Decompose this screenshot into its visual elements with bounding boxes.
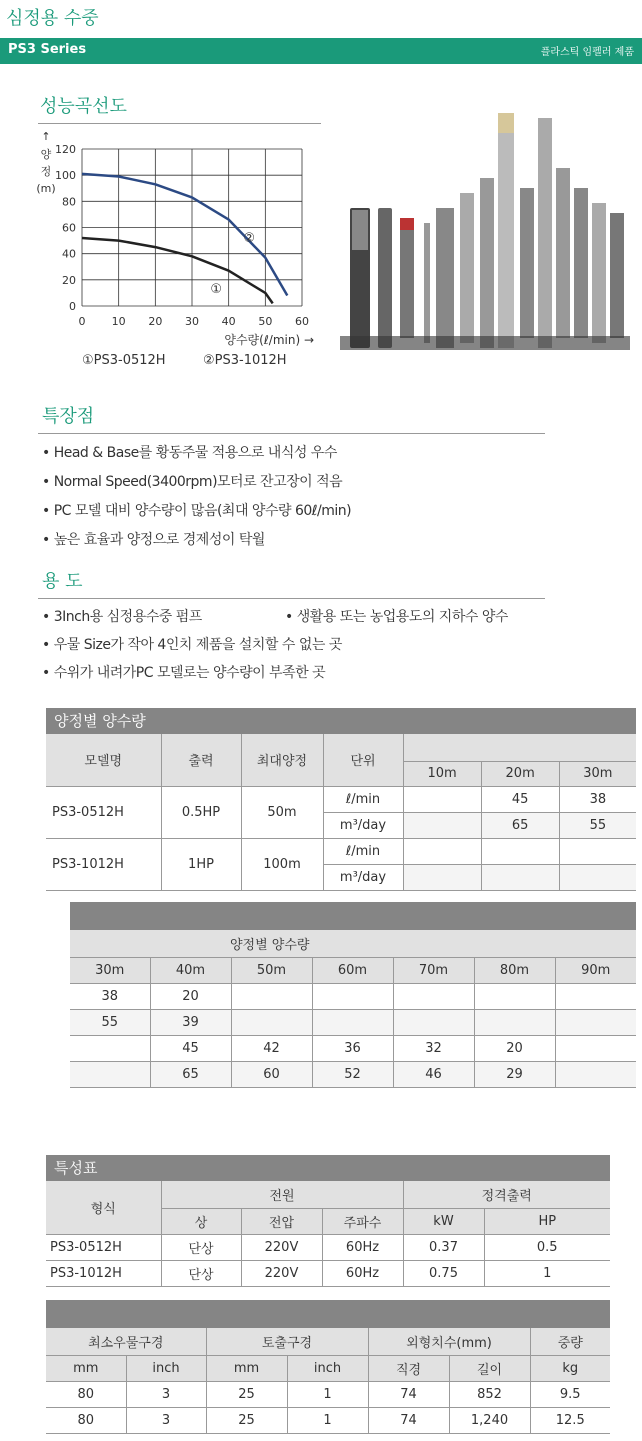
- col-header: 60m: [312, 957, 393, 983]
- usage-title: 용 도: [42, 571, 83, 592]
- x-axis-label: 양수량(ℓ/min) →: [224, 333, 314, 347]
- cell: [559, 838, 636, 864]
- feature-item: • Normal Speed(3400rpm)모터로 잔고장이 적음: [42, 474, 343, 490]
- x-tick-label: 60: [295, 315, 309, 328]
- cell: [393, 1009, 474, 1035]
- cell: 42: [231, 1035, 312, 1061]
- flow-table-title: 양정별 양수량: [46, 708, 636, 734]
- col-header-group: [403, 734, 636, 761]
- unit: m³/day: [323, 864, 403, 890]
- x-tick-label: 20: [148, 315, 163, 328]
- cell: 20: [474, 1035, 555, 1061]
- y-axis-label: 양: [40, 148, 52, 161]
- cell: 3: [126, 1381, 206, 1407]
- cell: [403, 838, 481, 864]
- col-header-group: 중량: [530, 1328, 610, 1355]
- cell: 1: [287, 1407, 368, 1433]
- cell: [474, 983, 555, 1009]
- flow-table-cont-bar: [70, 902, 636, 930]
- cell: 1: [287, 1381, 368, 1407]
- cell: 46: [393, 1061, 474, 1087]
- cell: 39: [150, 1009, 231, 1035]
- col-header-group: 전원: [161, 1181, 403, 1208]
- cell: 0.75: [403, 1260, 484, 1286]
- series-marker: ②: [243, 230, 255, 246]
- flow-table-cont: [70, 930, 636, 1088]
- series-line: [82, 238, 273, 303]
- cell: [403, 812, 481, 838]
- page-title: 심정용 수중: [6, 8, 99, 29]
- col-header: 40m: [150, 957, 231, 983]
- cell: 45: [150, 1035, 231, 1061]
- x-tick-label: 30: [185, 315, 199, 328]
- cell: [312, 1009, 393, 1035]
- col-header: mm: [206, 1355, 287, 1381]
- y-tick-label: 80: [62, 195, 76, 209]
- col-header-group: 최소우물구경: [46, 1328, 206, 1355]
- feature-item: • 높은 효율과 양정으로 경제성이 탁월: [42, 532, 265, 548]
- category-label: 플라스틱 임펠러 제품: [540, 47, 634, 58]
- cell: 220V: [241, 1260, 322, 1286]
- power: 1HP: [161, 838, 241, 890]
- cell: 29: [474, 1061, 555, 1087]
- cell: 74: [368, 1407, 449, 1433]
- col-header: 전압: [241, 1208, 322, 1234]
- cell: 60: [231, 1061, 312, 1087]
- col-header: 70m: [393, 957, 474, 983]
- flow-table: [46, 734, 636, 891]
- cell: 단상: [161, 1260, 241, 1286]
- cell: 60Hz: [322, 1234, 403, 1260]
- cell: 1: [484, 1260, 610, 1286]
- cell: [555, 983, 636, 1009]
- cell: [231, 983, 312, 1009]
- unit: ℓ/min: [323, 786, 403, 812]
- cell: 65: [481, 812, 559, 838]
- cell: 74: [368, 1381, 449, 1407]
- cell: 45: [481, 786, 559, 812]
- col-header: kg: [530, 1355, 610, 1381]
- cell: 55: [70, 1009, 150, 1035]
- col-header: inch: [126, 1355, 206, 1381]
- x-tick-label: 50: [258, 315, 273, 328]
- cell: 20: [150, 983, 231, 1009]
- cell: [481, 838, 559, 864]
- cell: 9.5: [530, 1381, 610, 1407]
- cell: 80: [46, 1407, 126, 1433]
- y-axis-label: (m): [36, 182, 56, 195]
- col-header: 최대양정: [241, 734, 323, 786]
- col-header: 직경: [368, 1355, 449, 1381]
- col-header: 형식: [46, 1181, 161, 1234]
- cell: [312, 983, 393, 1009]
- cell: [555, 1035, 636, 1061]
- spec-table-title: 특성표: [46, 1155, 610, 1181]
- pump-image: [340, 113, 630, 350]
- col-header: kW: [403, 1208, 484, 1234]
- col-header-group: 토출구경: [206, 1328, 368, 1355]
- cell: 38: [559, 786, 636, 812]
- y-tick-label: 40: [62, 247, 76, 261]
- y-axis-arrow: ↑: [41, 130, 51, 143]
- col-header: 30m: [559, 761, 636, 786]
- usage-item: • 3Inch용 심정용수중 펌프: [42, 609, 202, 625]
- divider: [38, 123, 321, 124]
- cell: 25: [206, 1407, 287, 1433]
- series-line: [82, 174, 287, 296]
- col-header: mm: [46, 1355, 126, 1381]
- cell: 32: [393, 1035, 474, 1061]
- col-header-group: 정격출력: [403, 1181, 610, 1208]
- y-axis-label: 정: [40, 165, 52, 178]
- model-name: PS3-1012H: [46, 838, 161, 890]
- cell: [474, 1009, 555, 1035]
- cell: 25: [206, 1381, 287, 1407]
- legend-item: ①PS3-0512H: [82, 353, 166, 368]
- unit: ℓ/min: [323, 838, 403, 864]
- cell: [555, 1061, 636, 1087]
- cell: [70, 1061, 150, 1087]
- col-header-group: 외형치수(mm): [368, 1328, 530, 1355]
- dim-table-bar: [46, 1300, 610, 1328]
- dim-table: [46, 1328, 610, 1434]
- divider: [38, 433, 545, 434]
- cell: 단상: [161, 1234, 241, 1260]
- y-tick-label: 20: [62, 273, 76, 287]
- col-header: 80m: [474, 957, 555, 983]
- cell: PS3-1012H: [46, 1260, 161, 1286]
- usage-item: • 생활용 또는 농업용도의 지하수 양수: [285, 609, 508, 625]
- power: 0.5HP: [161, 786, 241, 838]
- cell: [555, 1009, 636, 1035]
- cell: 852: [449, 1381, 530, 1407]
- y-tick-label: 100: [55, 169, 76, 183]
- cell: 220V: [241, 1234, 322, 1260]
- series-label: PS3 Series: [8, 42, 87, 57]
- divider: [38, 598, 545, 599]
- features-title: 특장점: [42, 406, 95, 427]
- series-bar: [0, 38, 642, 64]
- cell: 60Hz: [322, 1260, 403, 1286]
- cell: [393, 983, 474, 1009]
- feature-item: • Head & Base를 황동주물 적용으로 내식성 우수: [42, 445, 337, 461]
- col-header: 상: [161, 1208, 241, 1234]
- col-header: 출력: [161, 734, 241, 786]
- y-tick-label: 0: [69, 300, 76, 313]
- cell: 12.5: [530, 1407, 610, 1433]
- cell: [403, 786, 481, 812]
- col-header: 10m: [403, 761, 481, 786]
- col-header: 길이: [449, 1355, 530, 1381]
- usage-item: • 수위가 내려가PC 모델로는 양수량이 부족한 곳: [42, 665, 326, 681]
- performance-title: 성능곡선도: [40, 96, 127, 117]
- y-tick-label: 60: [62, 221, 76, 235]
- product-photo: [340, 108, 630, 358]
- feature-item: • PC 모델 대비 양수량이 많음(최대 양수량 60ℓ/min): [42, 503, 352, 519]
- col-header: 90m: [555, 957, 636, 983]
- spec-table: [46, 1181, 610, 1287]
- col-header: 모델명: [46, 734, 161, 786]
- col-header: 30m: [70, 957, 150, 983]
- series-marker: ①: [210, 281, 222, 297]
- col-header: HP: [484, 1208, 610, 1234]
- cell: 55: [559, 812, 636, 838]
- cell: 80: [46, 1381, 126, 1407]
- cell: 36: [312, 1035, 393, 1061]
- cell: 0.5: [484, 1234, 610, 1260]
- col-header-group: 양정별 양수량: [70, 930, 636, 957]
- max-head: 50m: [241, 786, 323, 838]
- col-header: 주파수: [322, 1208, 403, 1234]
- cell: 1,240: [449, 1407, 530, 1433]
- col-header: 단위: [323, 734, 403, 786]
- cell: [481, 864, 559, 890]
- cell: 38: [70, 983, 150, 1009]
- cell: [403, 864, 481, 890]
- x-tick-label: 0: [78, 315, 86, 328]
- performance-chart: [30, 126, 330, 370]
- x-tick-label: 40: [221, 315, 236, 328]
- cell: [559, 864, 636, 890]
- unit: m³/day: [323, 812, 403, 838]
- cell: [231, 1009, 312, 1035]
- cell: [70, 1035, 150, 1061]
- col-header: 50m: [231, 957, 312, 983]
- cell: 3: [126, 1407, 206, 1433]
- max-head: 100m: [241, 838, 323, 890]
- cell: 0.37: [403, 1234, 484, 1260]
- col-header: inch: [287, 1355, 368, 1381]
- usage-item: • 우물 Size가 작아 4인치 제품을 설치할 수 없는 곳: [42, 637, 342, 653]
- cell: 52: [312, 1061, 393, 1087]
- cell: PS3-0512H: [46, 1234, 161, 1260]
- col-header: 20m: [481, 761, 559, 786]
- legend-item: ②PS3-1012H: [203, 353, 287, 368]
- y-tick-label: 120: [55, 143, 76, 156]
- x-tick-label: 10: [111, 315, 126, 328]
- cell: 65: [150, 1061, 231, 1087]
- model-name: PS3-0512H: [46, 786, 161, 838]
